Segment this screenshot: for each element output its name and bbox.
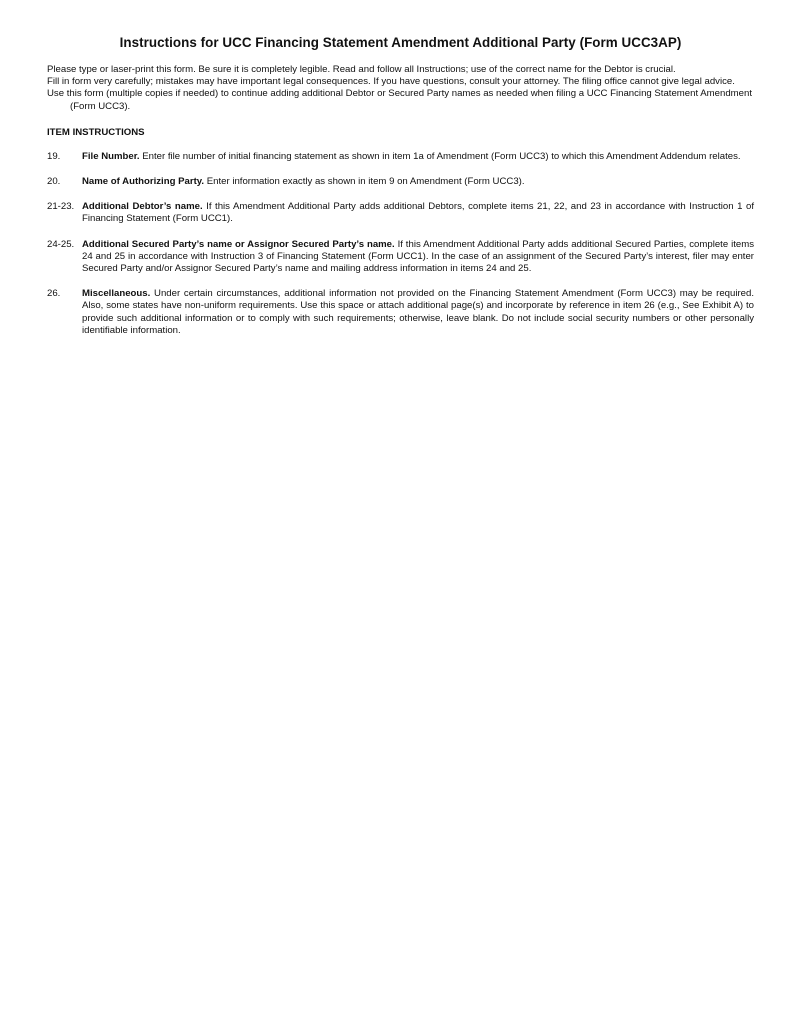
item-description	[82, 176, 754, 188]
item-description	[82, 151, 754, 163]
item-number: 26.	[47, 288, 61, 300]
item-text: If this Amendment Additional Party adds additional Debtors, complete items 21, 22, and 23 in accordance with Instruction 1 of Financing Statement (Form UCC1).	[82, 201, 754, 225]
page-title: Instructions for UCC Financing Statement Amendment Additional Party (Form UCC3AP)	[119, 35, 682, 50]
item-number: 19.	[47, 150, 61, 162]
intro-paragraph: Fill in form very carefully; mistakes may have important legal consequences. If you have questions, consult your attorney. The filing office cannot give legal advice.	[47, 76, 735, 88]
item-number: 24-25.	[47, 238, 75, 250]
item-instruction	[47, 176, 754, 188]
item-text: Enter information exactly as shown in item 9 on Amendment (Form UCC3).	[204, 176, 525, 188]
item-instructions-list	[47, 151, 754, 337]
item-text: If this Amendment Additional Party adds additional Secured Parties, complete items 24 and 25 in accordance with Instruction 3 of Financing Statement (Form UCC1). In the case of an assignment of the Secured Party’s interest, filer may enter Secured Party and/or Assignor Secured Party’s name and mailing address information in items 24 and 25.	[82, 238, 754, 275]
item-text: Under certain circumstances, additional information not provided on the Financing Statement Amendment (Form UCC3) may be required. Also, some states have non-uniform requirements. Use this space or attach additional page(s) and incorporate by reference in item 26 (e.g., See Exhibit A) to provide such additional information or to comply with such requirements; otherwise, leave blank. Do not include social security numbers or other personally identifiable information.	[82, 288, 754, 336]
item-instruction	[47, 151, 754, 163]
item-label: Miscellaneous.	[82, 288, 151, 300]
item-text: Enter file number of initial financing statement as shown in item 1a of Amendment (Form UCC3) to which this Amendment Addendum relates.	[139, 150, 741, 162]
item-label: Additional Debtor’s name.	[82, 201, 203, 213]
item-instruction	[47, 288, 754, 337]
instruction-page	[47, 0, 754, 350]
item-instruction	[47, 239, 754, 276]
item-description	[82, 239, 754, 276]
item-number: 20.	[47, 176, 61, 188]
item-label: Name of Authorizing Party.	[82, 176, 205, 188]
item-label: Additional Secured Party’s name or Assignor Secured Party’s name.	[82, 238, 395, 250]
item-description	[82, 201, 754, 225]
intro-section	[47, 64, 754, 113]
section-heading: ITEM INSTRUCTIONS	[47, 126, 145, 138]
item-description	[82, 288, 754, 337]
item-number: 21-23.	[47, 201, 75, 213]
intro-paragraph: Please type or laser-print this form. Be sure it is completely legible. Read and follow all Instructions; use of the correct name for the Debtor is crucial.	[47, 64, 676, 75]
intro-paragraph: Use this form (multiple copies if needed) to continue adding additional Debtor or Secured Party names as needed when filing a UCC Financing Statement Amendment (Form UCC3).	[47, 88, 752, 112]
item-instruction	[47, 201, 754, 225]
item-label: File Number.	[82, 150, 140, 162]
